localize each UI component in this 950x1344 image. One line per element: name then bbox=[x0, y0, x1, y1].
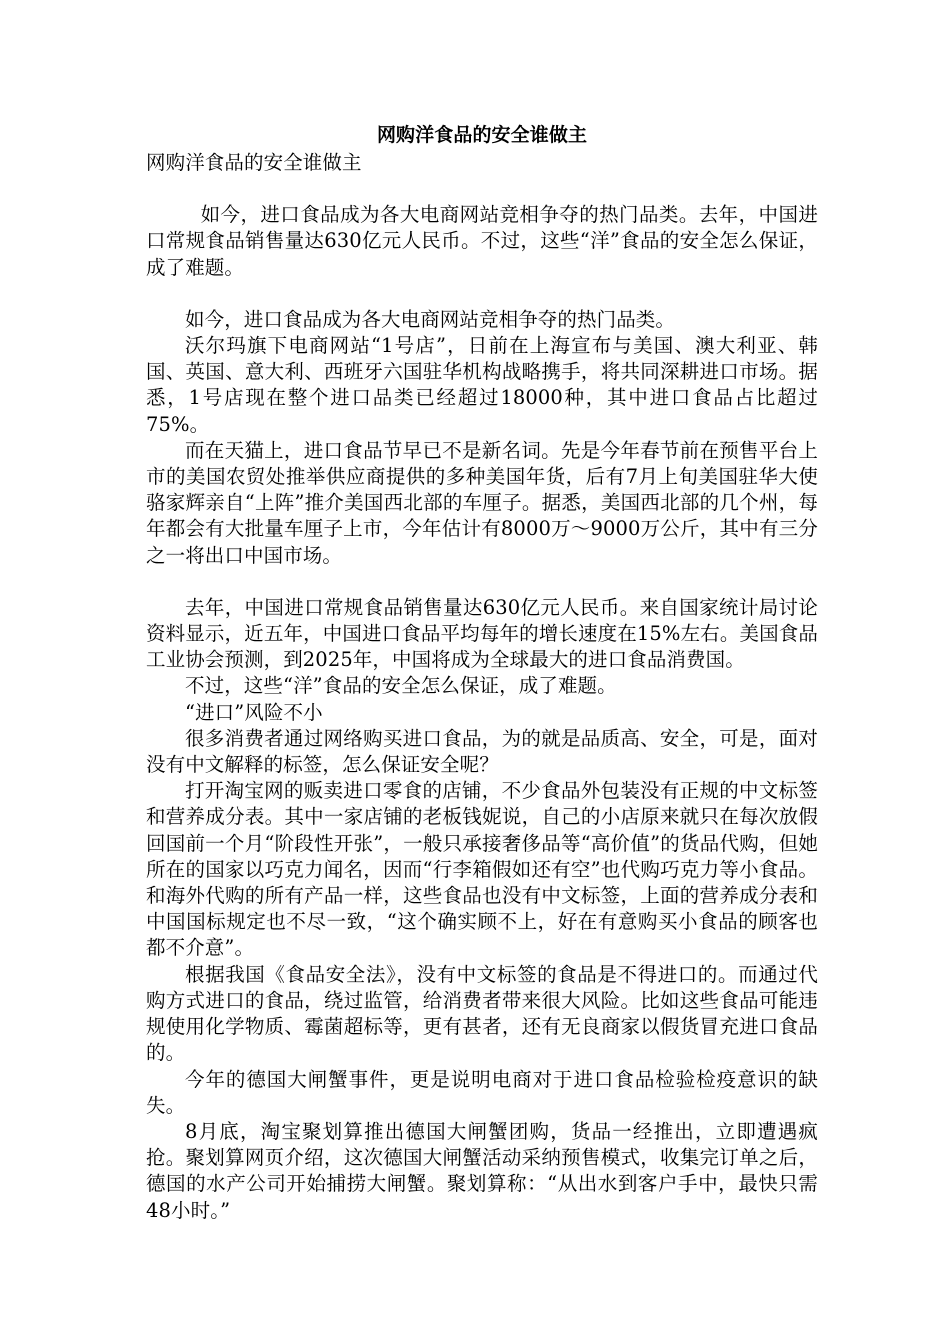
paragraph: 8月底，淘宝聚划算推出德国大闸蟹团购，货品一经推出，立即遭遇疯抢。聚划算网页介绍，这次德国大闸蟹活动采纳预售模式，收集完订单之后，德国的水产公司开始捕捞大闸蟹。聚划算称：“从出水到客户手中，最快只需48小时。” bbox=[146, 1119, 818, 1222]
paragraph: 不过，这些“洋”食品的安全怎么保证，成了难题。 bbox=[185, 674, 617, 698]
document-title: 网购洋食品的安全谁做主 bbox=[376, 124, 588, 146]
document-subtitle: 网购洋食品的安全谁做主 bbox=[146, 151, 362, 174]
document-page bbox=[146, 120, 818, 1224]
paragraph: 很多消费者通过网络购买进口食品，为的就是品质高、安全，可是，面对没有中文解释的标签，怎么保证安全呢？ bbox=[146, 726, 818, 777]
paragraph: 今年的德国大闸蟹事件，更是说明电商对于进口食品检验检疫意识的缺失。 bbox=[146, 1067, 818, 1117]
paragraph: 根据我国《食品安全法》，没有中文标签的食品是不得进口的。而通过代购方式进口的食品，绕过监管，给消费者带来很大风险。比如这些食品可能违规使用化学物质、霉菌超标等，更有甚者，还有无良商家以假货冒充进口食品的。 bbox=[146, 962, 818, 1065]
section-heading: “进口”风险不小 bbox=[185, 700, 323, 724]
paragraph: 如今，进口食品成为各大电商网站竞相争夺的热门品类。 bbox=[185, 307, 676, 331]
paragraph: 打开淘宝网的贩卖进口零食的店铺，不少食品外包装没有正规的中文标签和营养成分表。其中一家店铺的老板钱妮说，自己的小店原来就只在每次放假回国前一个月“阶段性开张”，一般只承接奢侈品等“高价值”的货品代购，但她所在的国家以巧克力闻名，因而“行李箱假如还有空”也代购巧克力等小食品。和海外代购的所有产品一样，这些食品也没有中文标签，上面的营养成分表和中国国标规定也不尽一致，“这个确实顾不上，好在有意购买小食品的顾客也都不介意”。 bbox=[146, 779, 818, 960]
blank-line bbox=[146, 281, 818, 307]
paragraph: 而在天猫上，进口食品节早已不是新名词。先是今年春节前在预售平台上市的美国农贸处推举供应商提供的多种美国年货，后有7月上旬美国驻华大使骆家辉亲自“上阵”推介美国西北部的车厘子。据悉，美国西北部的几个州，每年都会有大批量车厘子上市，今年估计有8000万～9000万公斤，其中有三分之一将出口中国市场。 bbox=[146, 438, 818, 567]
paragraph: 沃尔玛旗下电商网站“1号店”，日前在上海宣布与美国、澳大利亚、韩国、英国、意大利、西班牙六国驻华机构战略携手，将共同深耕进口市场。据悉，1号店现在整个进口品类已经超过18000种，其中进口食品占比超过75%。 bbox=[146, 334, 818, 436]
paragraph: 去年，中国进口常规食品销售量达630亿元人民币。来自国家统计局讨论资料显示，近五年，中国进口食品平均每年的增长速度在15%左右。美国食品工业协会预测，到2025年，中国将成为全球最大的进口食品消费国。 bbox=[146, 595, 818, 672]
paragraph-summary: 如今，进口食品成为各大电商网站竞相争夺的热门品类。去年，中国进口常规食品销售量达630亿元人民币。不过，这些“洋”食品的安全怎么保证，成了难题。 bbox=[146, 203, 818, 279]
blank-line bbox=[146, 569, 818, 595]
blank-line bbox=[146, 176, 818, 202]
